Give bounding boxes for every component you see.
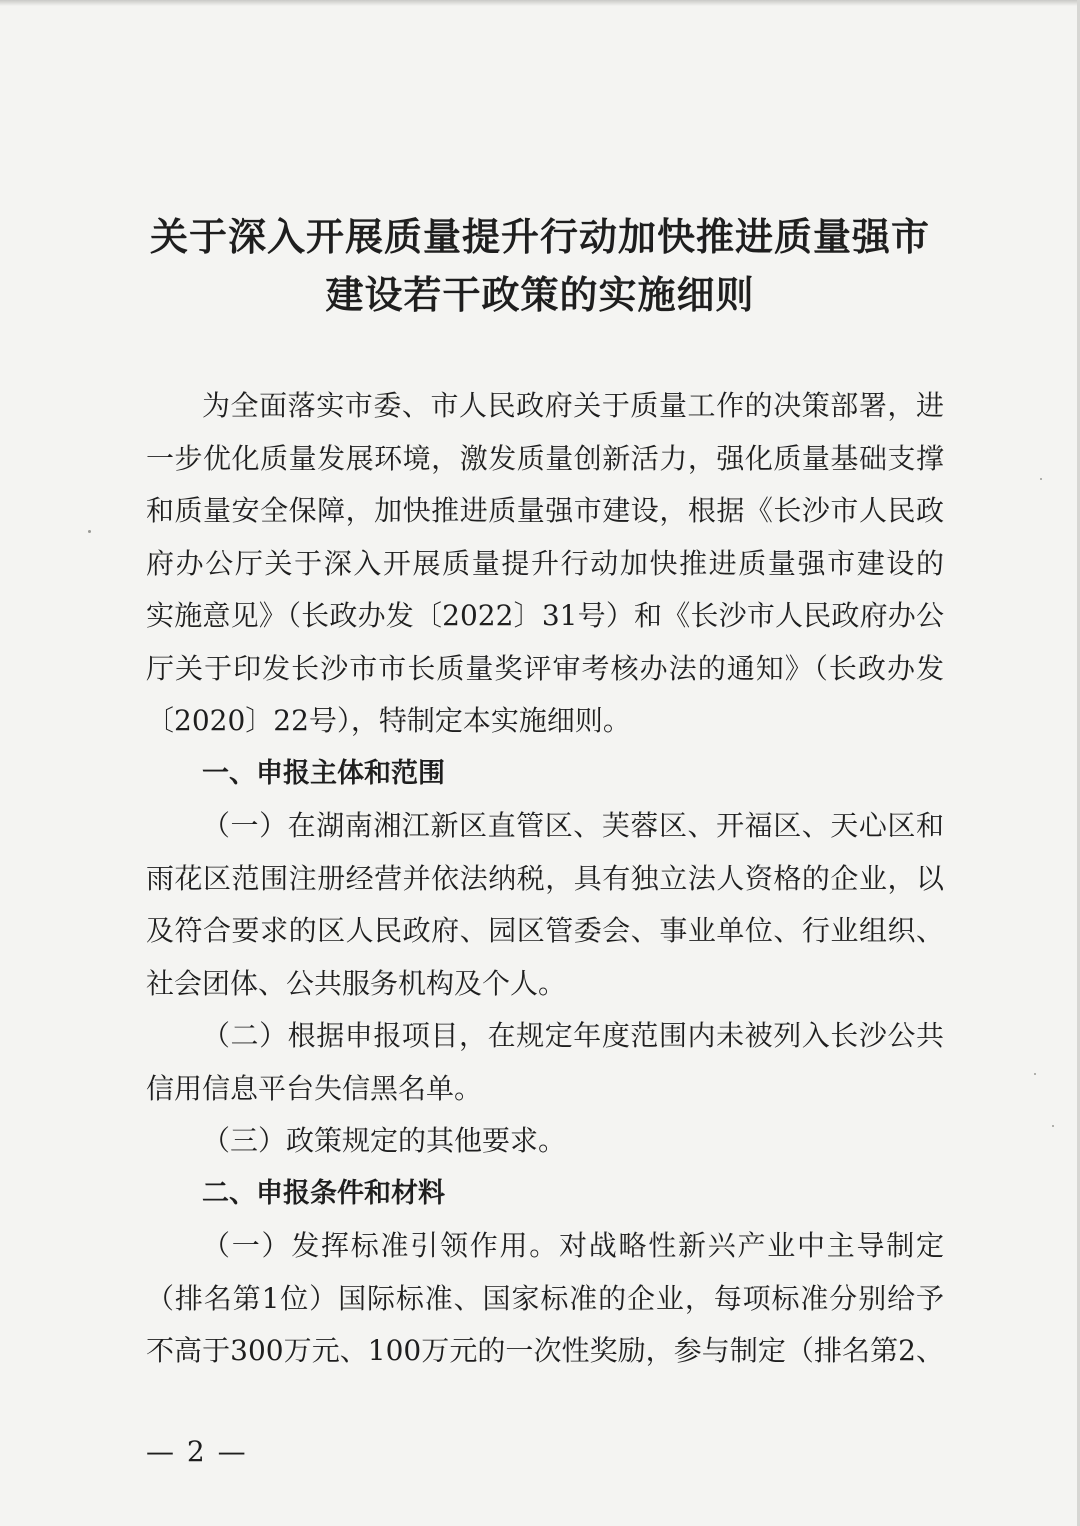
paragraph-line: （二）根据申报项目，在规定年度范围内未被列入长沙公共 bbox=[202, 1019, 944, 1052]
paragraph-line: 信用信息平台失信黑名单。 bbox=[146, 1071, 483, 1105]
section-heading: 二、申报条件和材料 bbox=[202, 1177, 445, 1209]
paragraph-line: 社会团体、公共服务机构及个人。 bbox=[146, 966, 567, 1000]
page-number: — 2 — bbox=[146, 1435, 248, 1468]
paragraph-line: 及符合要求的区人民政府、园区管委会、事业单位、行业组织、 bbox=[146, 914, 944, 947]
scan-speck bbox=[1034, 1073, 1036, 1075]
paragraph-line: （一）发挥标准引领作用。对战略性新兴产业中主导制定 bbox=[202, 1229, 944, 1262]
paragraph-line: 厅关于印发长沙市市长质量奖评审考核办法的通知》（长政办发 bbox=[146, 651, 944, 685]
document-title-line-1: 关于深入开展质量提升行动加快推进质量强市 bbox=[149, 214, 930, 259]
section-heading: 一、申报主体和范围 bbox=[202, 757, 445, 789]
paragraph-line: 和质量安全保障，加快推进质量强市建设，根据《长沙市人民政 bbox=[146, 494, 944, 527]
paragraph-line: （一）在湖南湘江新区直管区、芙蓉区、开福区、天心区和 bbox=[202, 809, 944, 842]
paragraph-line: （三）政策规定的其他要求。 bbox=[202, 1124, 567, 1157]
paragraph-line: 府办公厅关于深入开展质量提升行动加快推进质量强市建设的 bbox=[146, 546, 944, 580]
document-title-line-2: 建设若干政策的实施细则 bbox=[325, 272, 755, 317]
paragraph-line: 雨花区范围注册经营并依法纳税，具有独立法人资格的企业，以 bbox=[146, 861, 944, 895]
scan-speck bbox=[1040, 478, 1042, 480]
paragraph-line: 一步优化质量发展环境，激发质量创新活力，强化质量基础支撑 bbox=[146, 441, 944, 475]
paragraph-line: 〔2020〕22号），特制定本实施细则。 bbox=[146, 704, 631, 737]
paragraph-line: 实施意见》（长政办发〔2022〕31号）和《长沙市人民政府办公 bbox=[146, 599, 944, 632]
scan-speck bbox=[88, 530, 91, 533]
paragraph-line: （排名第1位）国际标准、国家标准的企业，每项标准分别给予 bbox=[146, 1281, 944, 1315]
scan-speck bbox=[1052, 1125, 1054, 1127]
paragraph-line: 不高于300万元、100万元的一次性奖励，参与制定（排名第2、 bbox=[146, 1334, 944, 1367]
document-body bbox=[146, 380, 944, 1378]
paragraph-line: 为全面落实市委、市人民政府关于质量工作的决策部署，进 bbox=[202, 389, 944, 422]
